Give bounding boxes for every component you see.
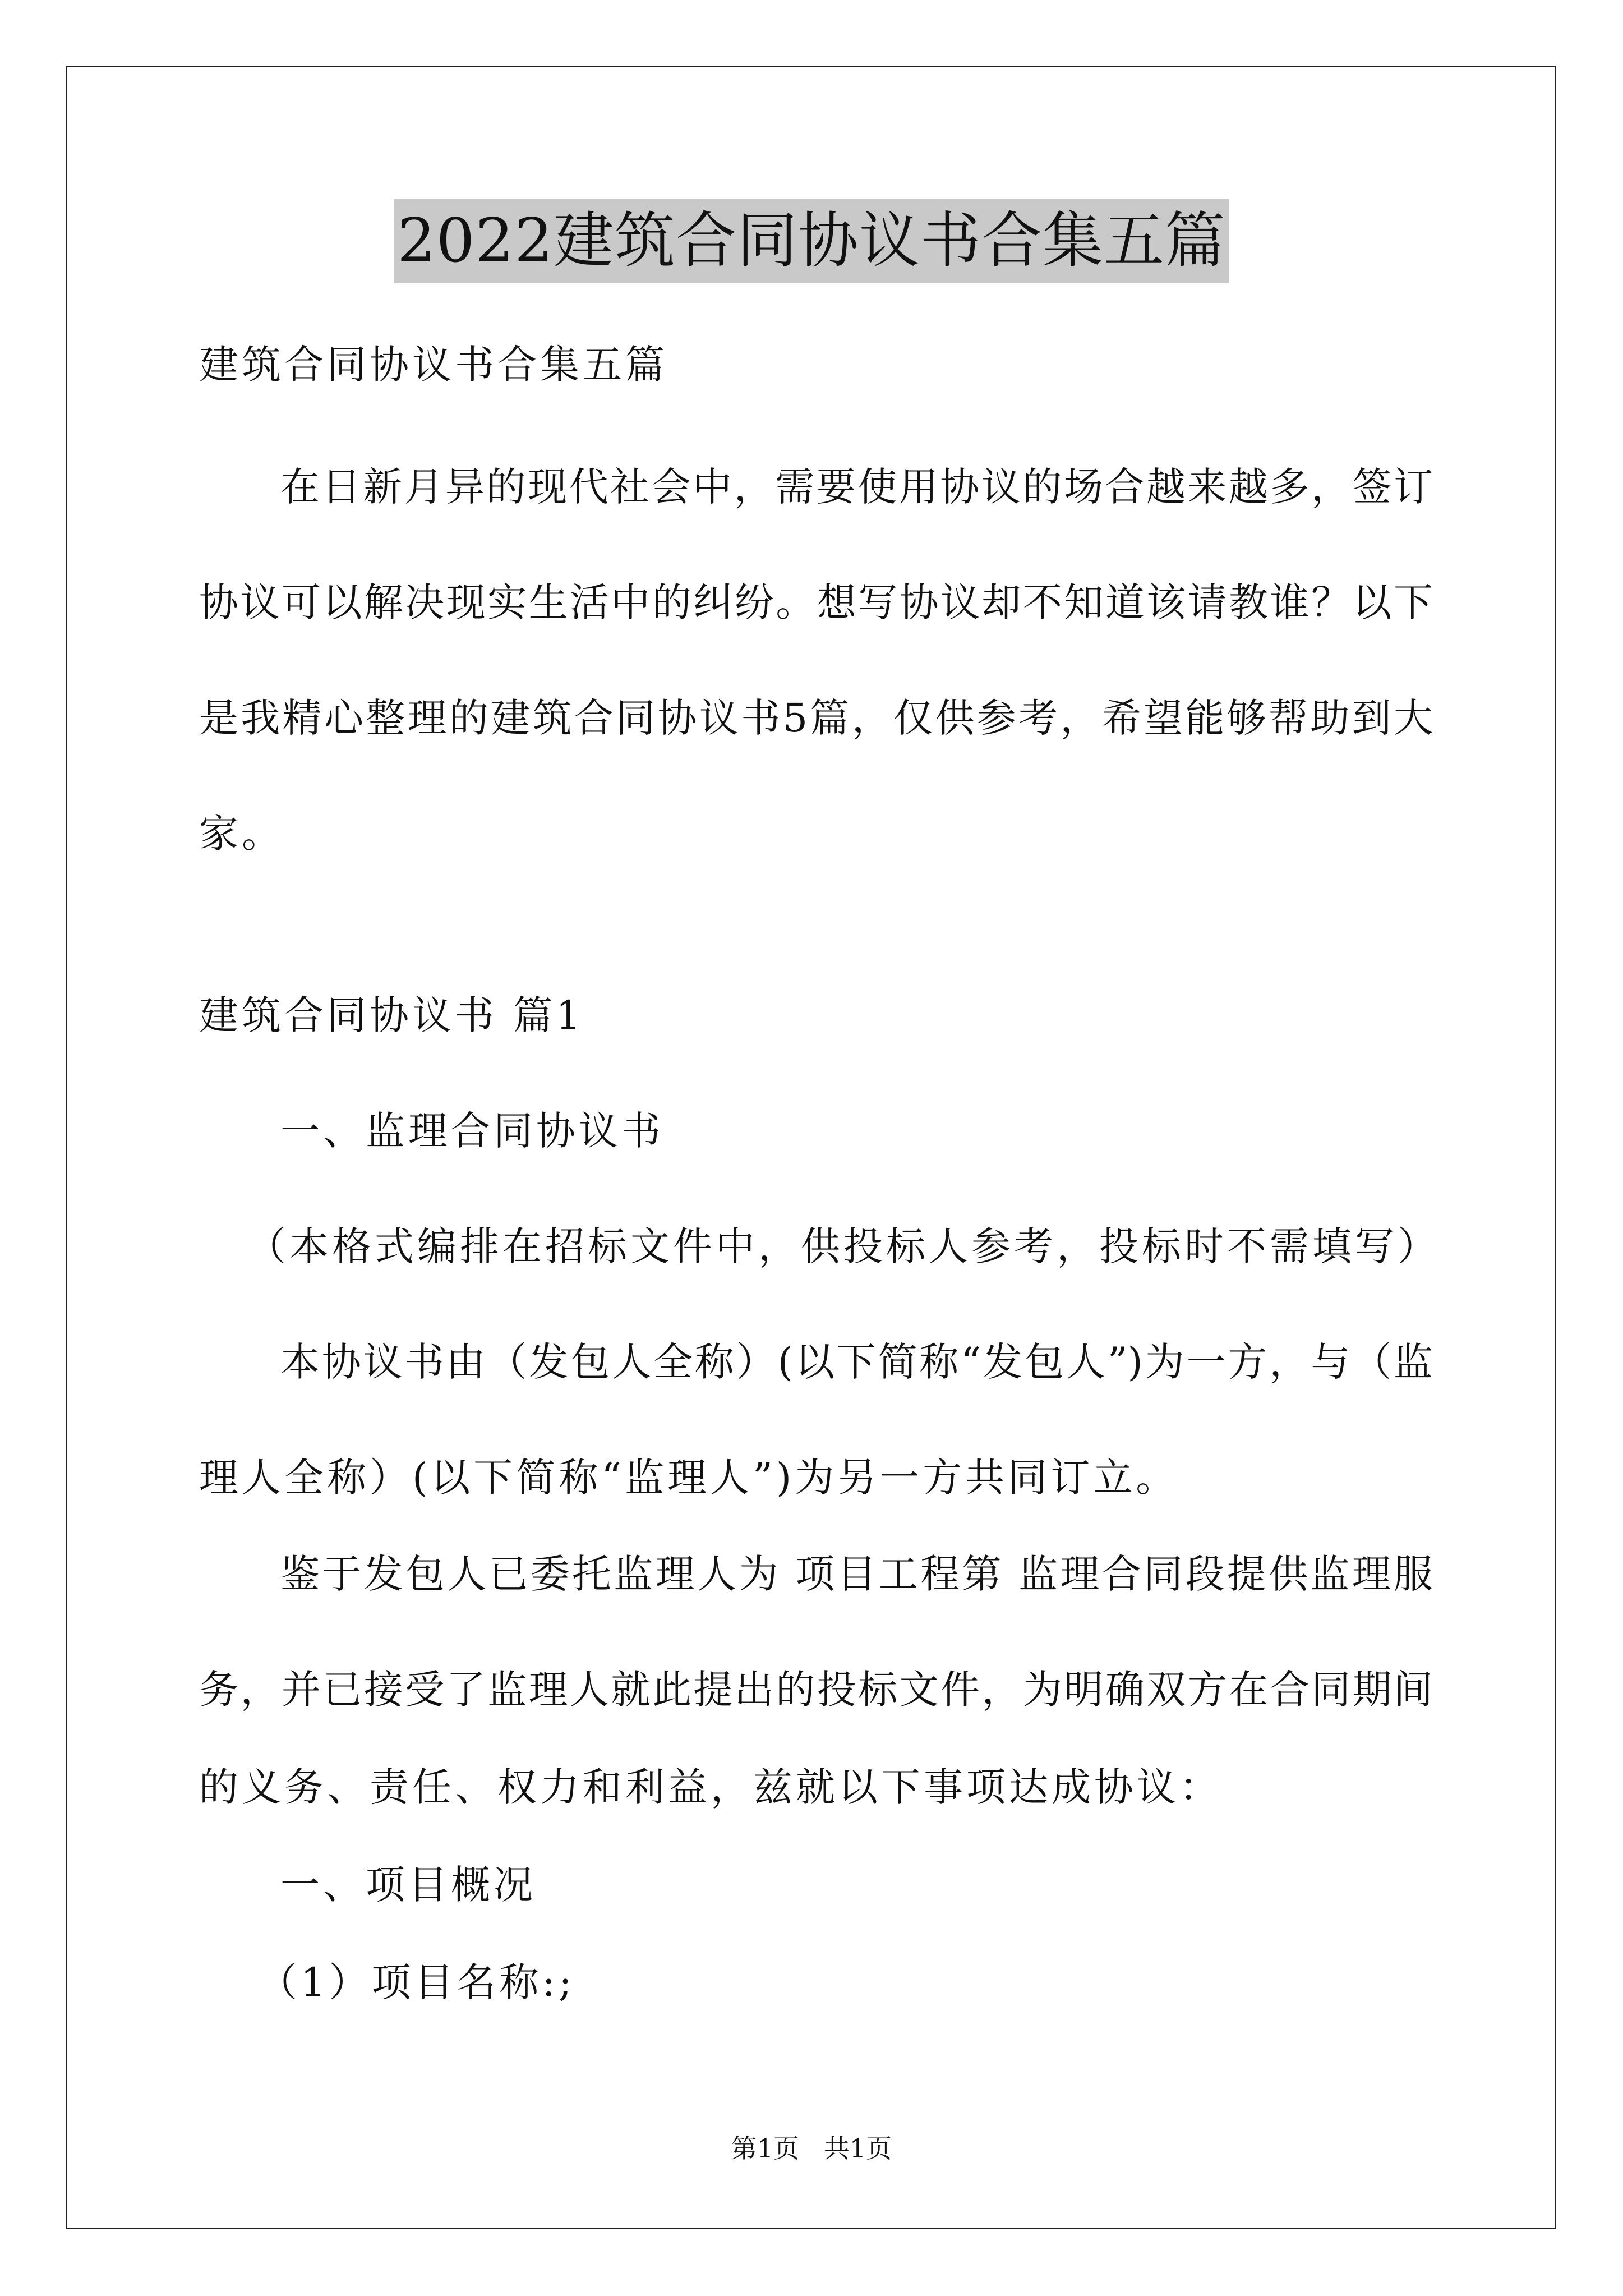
intro-line-2: 协议可以解决现实生活中的纠纷。想写协议却不知道该请教谁？以下 (199, 579, 1433, 625)
format-note: （本格式编排在招标文件中，供投标人参考，投标时不需填写） (247, 1223, 1440, 1269)
document-title: 2022建筑合同协议书合集五篇 (394, 199, 1229, 283)
intro-line-4: 家。 (199, 811, 284, 857)
para2-line-3: 的义务、责任、权力和利益，兹就以下事项达成协议： (199, 1764, 1222, 1810)
para2-line-1: 鉴于发包人已委托监理人为 项目工程第 监理合同段提供监理服 (280, 1551, 1433, 1597)
para1-line-1: 本协议书由（发包人全称）(以下简称“发包人”)为一方，与（监 (280, 1339, 1433, 1385)
intro-line-1: 在日新月异的现代社会中，需要使用协议的场合越来越多，签订 (280, 464, 1433, 510)
title-wrap (0, 199, 1623, 283)
para2-line-2: 务，并已接受了监理人就此提出的投标文件，为明确双方在合同期间 (199, 1667, 1433, 1713)
page-footer: 第1页 共1页 (731, 2133, 892, 2164)
intro-line-3: 是我精心整理的建筑合同协议书5篇，仅供参考，希望能够帮助到大 (199, 695, 1433, 741)
item-heading: 一、监理合同协议书 (280, 1108, 664, 1154)
document-subtitle: 建筑合同协议书合集五篇 (199, 342, 668, 388)
para1-line-2: 理人全称）(以下简称“监理人”)为另一方共同订立。 (199, 1455, 1179, 1501)
section-heading: 建筑合同协议书 篇1 (199, 992, 584, 1038)
clause-item: （1）项目名称:; (258, 1959, 575, 2005)
clause-heading: 一、项目概况 (280, 1862, 536, 1908)
